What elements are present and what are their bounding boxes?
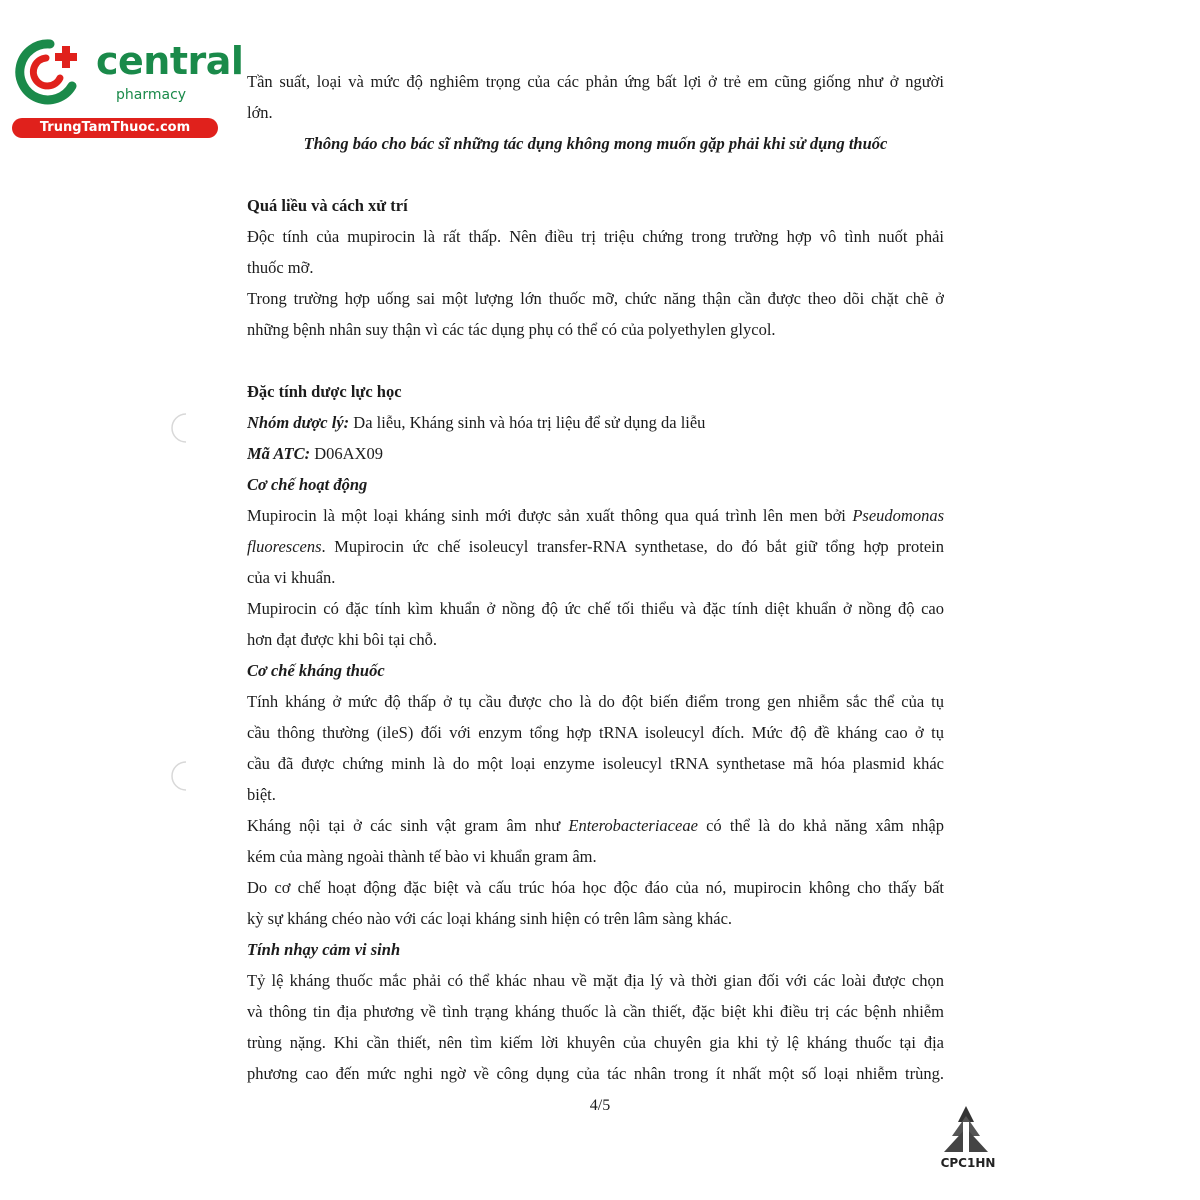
document-body — [247, 66, 944, 1089]
paragraph-line: Tỷ lệ kháng thuốc mắc phải có thể khác nhau về mặt địa lý và thời gian đối với các loài được chọn — [247, 971, 944, 990]
paragraph-line: của vi khuẩn. — [247, 568, 336, 587]
section-heading-overdose: Quá liều và cách xử trí — [247, 196, 408, 215]
paragraph-line: Trong trường hợp uống sai một lượng lớn thuốc mỡ, chức năng thận cần được theo dõi chặt chẽ ở — [247, 289, 944, 308]
paragraph-line: cầu đã được chứng minh là do một loại enzyme isoleucyl tRNA synthetase mã hóa plasmid khác — [247, 754, 944, 773]
text-span: Mupirocin là một loại kháng sinh mới được sản xuất thông qua quá trình lên men bởi — [247, 506, 846, 525]
subheading-susceptibility: Tính nhạy cảm vi sinh — [247, 940, 401, 959]
paragraph-line — [247, 531, 944, 562]
notice-line: Thông báo cho bác sĩ những tác dụng không mong muốn gặp phải khi sử dụng thuốc — [303, 134, 888, 153]
central-pharmacy-mark-icon — [10, 36, 88, 106]
paragraph-line: trùng nặng. Khi cần thiết, nên tìm kiếm lời khuyên của chuyên gia khi tỷ lệ kháng thuốc tại địa — [247, 1033, 944, 1052]
field-label: Mã ATC: — [247, 444, 311, 463]
paragraph-line: Tính kháng ở mức độ thấp ở tụ cầu được cho là do đột biến điểm trong gen nhiễm sắc thể của tụ — [247, 692, 944, 711]
paragraph-line: thuốc mỡ. — [247, 258, 314, 277]
cpc1hn-logo-text: CPC1HN — [940, 1156, 996, 1170]
paragraph-line: Do cơ chế hoạt động đặc biệt và cấu trúc hóa học độc đáo của nó, mupirocin không cho thấy bất — [247, 878, 944, 897]
paragraph-line: lớn. — [247, 103, 273, 122]
paragraph-line: kém của màng ngoài thành tế bào vi khuẩn gram âm. — [247, 847, 597, 866]
paragraph-line: những bệnh nhân suy thận vì các tác dụng phụ có thể có của polyethylen glycol. — [247, 320, 776, 339]
paragraph-line — [247, 500, 944, 531]
subheading-resistance: Cơ chế kháng thuốc — [247, 661, 385, 680]
paragraph-line: biệt. — [247, 785, 276, 804]
pharmacologic-group-line — [247, 407, 944, 438]
species-name: fluorescens — [247, 537, 322, 556]
subheading-mechanism: Cơ chế hoạt động — [247, 475, 368, 494]
paragraph-line: Độc tính của mupirocin là rất thấp. Nên điều trị triệu chứng trong trường hợp vô tình nuốt phải — [247, 227, 944, 246]
punch-hole-mark — [168, 412, 190, 444]
section-heading-pharmacodynamics: Đặc tính dược lực học — [247, 382, 402, 401]
paragraph-line: và thông tin địa phương về tình trạng kháng thuốc là cần thiết, đặc biệt khi điều trị các bệnh nhiễm — [247, 1002, 944, 1021]
page-number: 4/5 — [589, 1097, 611, 1114]
text-span: . Mupirocin ức chế isoleucyl transfer-RNA synthetase, do đó bắt giữ tổng hợp protein — [321, 537, 944, 556]
punch-hole-mark — [168, 760, 190, 792]
logo-url-badge[interactable]: TrungTamThuoc.com — [12, 118, 218, 138]
species-name: Enterobacteriaceae — [568, 816, 698, 835]
paragraph-line: kỳ sự kháng chéo nào với các loại kháng sinh hiện có trên lâm sàng khác. — [247, 909, 733, 928]
paragraph-line: Tần suất, loại và mức độ nghiêm trọng của các phản ứng bất lợi ở trẻ em cũng giống như ở người — [247, 72, 944, 91]
text-span: Kháng nội tại ở các sinh vật gram âm như — [247, 816, 561, 835]
atc-code-line — [247, 438, 944, 469]
paragraph-line: Mupirocin có đặc tính kìm khuẩn ở nồng độ ức chế tối thiểu và đặc tính diệt khuẩn ở nồng độ cao — [247, 599, 944, 618]
species-name: Pseudomonas — [852, 506, 944, 525]
field-value: Da liễu, Kháng sinh và hóa trị liệu để sử dụng da liễu — [353, 413, 706, 432]
text-span: có thể là do khả năng xâm nhập — [706, 816, 944, 835]
paragraph-line — [247, 810, 944, 841]
paragraph-line: hơn đạt được khi bôi tại chỗ. — [247, 630, 437, 649]
logo-sub-text: pharmacy — [116, 87, 187, 103]
field-label: Nhóm dược lý: — [247, 413, 350, 432]
central-pharmacy-logo[interactable] — [10, 36, 244, 136]
logo-brand-text: central — [96, 39, 244, 83]
paragraph-line: cầu thông thường (ileS) đối với enzym tổng hợp tRNA isoleucyl đích. Mức độ đề kháng cao ở tụ — [247, 723, 944, 742]
field-value: D06AX09 — [314, 444, 383, 463]
paragraph-line: phương cao đến mức nghi ngờ về công dụng của tác nhân trong ít nhất một số loại nhiễm trùng. — [247, 1064, 944, 1083]
